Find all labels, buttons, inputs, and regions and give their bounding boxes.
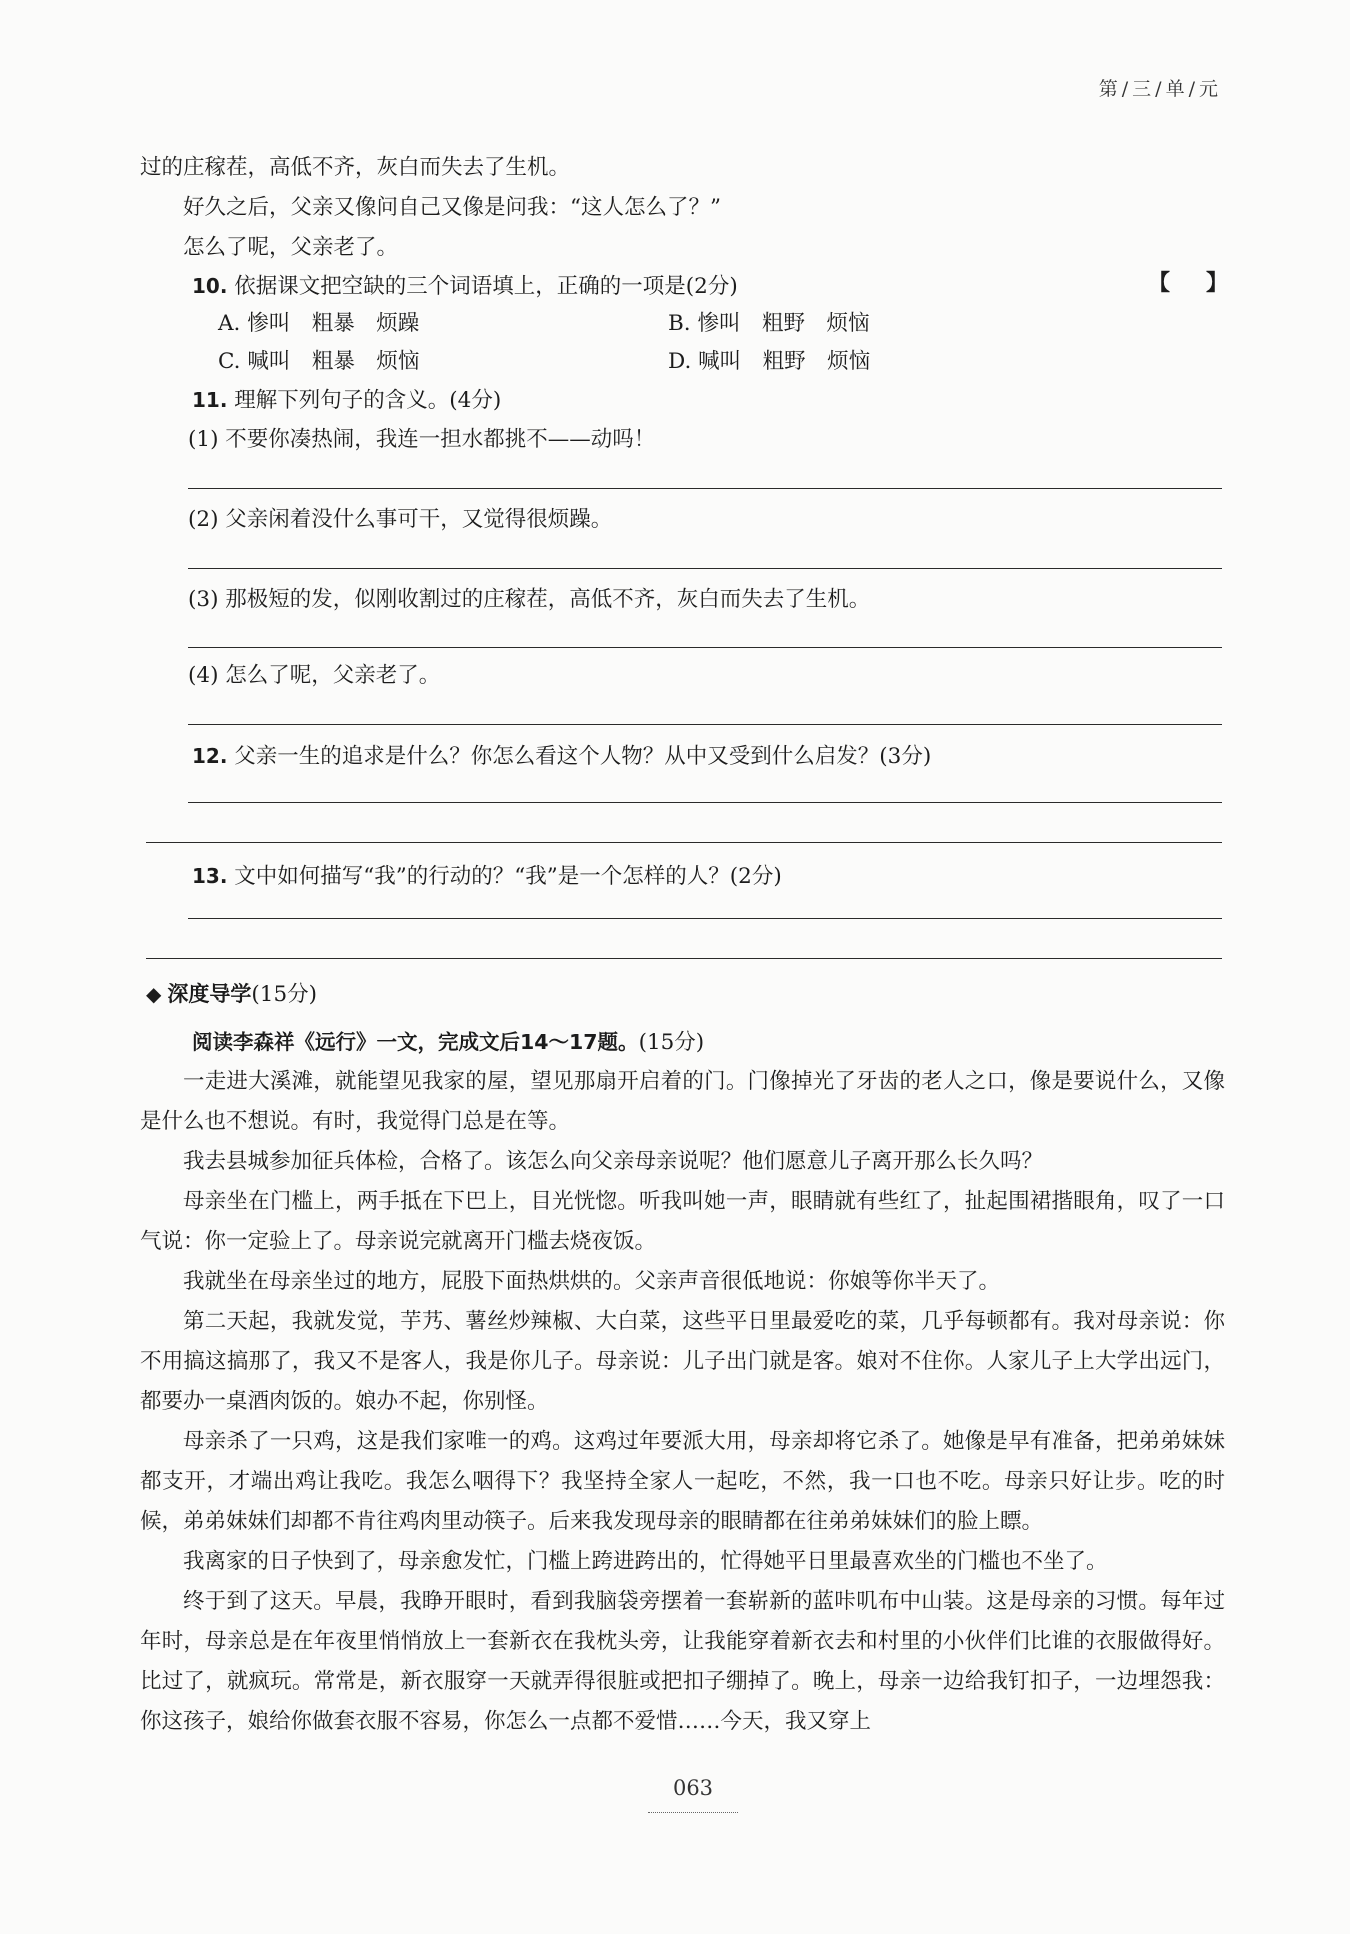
answer-line[interactable]: [188, 647, 1222, 648]
answer-bracket[interactable]: 【】: [1148, 270, 1265, 296]
diamond-icon: ◆: [146, 982, 162, 1006]
sub-question-2: (2) 父亲闲着没什么事可干，又觉得很烦躁。: [188, 507, 613, 532]
answer-line[interactable]: [188, 488, 1222, 489]
question-12: [192, 736, 931, 777]
question-number: 12.: [192, 744, 228, 768]
answer-line[interactable]: [188, 568, 1222, 569]
passage-paragraph: 我去县城参加征兵体检，合格了。该怎么向父亲母亲说呢？他们愿意儿子离开那么长久吗？: [183, 1149, 1044, 1174]
question-text: 父亲一生的追求是什么？你怎么看这个人物？从中又受到什么启发？(3分): [234, 744, 932, 769]
question-text: 理解下列句子的含义。(4分): [234, 388, 502, 413]
option-b: B. 惨叫 粗野 烦恼: [668, 311, 870, 336]
reading-instruction: [192, 1022, 704, 1063]
question-11: [192, 380, 501, 421]
passage-paragraph: 我离家的日子快到了，母亲愈发忙，门槛上跨进跨出的，忙得她平日里最喜欢坐的门槛也不坐了。: [183, 1549, 1108, 1574]
question-number: 13.: [192, 864, 228, 888]
text-line: 好久之后，父亲又像问自己又像是问我：“这人怎么了？”: [183, 195, 721, 220]
section-title: 深度导学: [167, 982, 252, 1006]
option-a: A. 惨叫 粗暴 烦躁: [218, 311, 420, 336]
passage-paragraph: 母亲杀了一只鸡，这是我们家唯一的鸡。这鸡过年要派大用，母亲却将它杀了。她像是早有准备，把弟弟妹妹都支开，才端出鸡让我吃。我怎么咽得下？我坚持全家人一起吃，不然，我一口也不吃。母亲只好让步。吃的时候，弟弟妹妹们却都不肯往鸡肉里动筷子。后来我发现母亲的眼睛都在往弟弟妹妹们的脸上瞟。: [140, 1429, 1225, 1534]
question-number: 10.: [192, 274, 228, 298]
section-heading: [146, 974, 317, 1015]
passage-paragraph: 第二天起，我就发觉，芋艿、薯丝炒辣椒、大白菜，这些平日里最爱吃的菜，几乎每顿都有。我对母亲说：你不用搞这搞那了，我又不是客人，我是你儿子。母亲说：儿子出门就是客。娘对不住你。人家儿子上大学出远门，都要办一桌酒肉饭的。娘办不起，你别怪。: [140, 1309, 1225, 1414]
text-line: 怎么了呢，父亲老了。: [183, 235, 399, 260]
answer-line[interactable]: [146, 958, 1222, 959]
answer-line[interactable]: [188, 802, 1222, 803]
page-number-underline: [648, 1812, 738, 1813]
passage-paragraph: 一走进大溪滩，就能望见我家的屋，望见那扇开启着的门。门像掉光了牙齿的老人之口，像是要说什么，又像是什么也不想说。有时，我觉得门总是在等。: [140, 1069, 1225, 1134]
passage-paragraph: 我就坐在母亲坐过的地方，屁股下面热烘烘的。父亲声音很低地说：你娘等你半天了。: [183, 1269, 1001, 1294]
answer-line[interactable]: [188, 724, 1222, 725]
page-number: 063: [672, 1776, 714, 1800]
section-score: (15分): [251, 982, 318, 1007]
question-text: 依据课文把空缺的三个词语填上，正确的一项是(2分): [234, 274, 738, 299]
passage-paragraph: 终于到了这天。早晨，我睁开眼时，看到我脑袋旁摆着一套崭新的蓝咔叽布中山装。这是母亲的习惯。每年过年时，母亲总是在年夜里悄悄放上一套新衣在我枕头旁，让我能穿着新衣去和村里的小伙伴们比谁的衣服做得好。比过了，就疯玩。常常是，新衣服穿一天就弄得很脏或把扣子绷掉了。晚上，母亲一边给我钉扣子，一边埋怨我：你这孩子，娘给你做套衣服不容易，你怎么一点都不爱惜……今天，我又穿上: [140, 1589, 1225, 1734]
question-text: 文中如何描写“我”的行动的？“我”是一个怎样的人？(2分): [234, 864, 782, 889]
answer-line[interactable]: [188, 918, 1222, 919]
passage-paragraph: 母亲坐在门槛上，两手抵在下巴上，目光恍惚。听我叫她一声，眼睛就有些红了，扯起围裙揩眼角，叹了一口气说：你一定验上了。母亲说完就离开门槛去烧夜饭。: [140, 1189, 1225, 1254]
instruction-text: 阅读李森祥《远行》一文，完成文后14～17题。: [192, 1030, 639, 1054]
question-number: 11.: [192, 388, 228, 412]
question-13: [192, 856, 782, 897]
question-10: [192, 266, 738, 307]
text-line: 过的庄稼茬，高低不齐，灰白而失去了生机。: [140, 155, 571, 180]
answer-line[interactable]: [146, 842, 1222, 843]
option-c: C. 喊叫 粗暴 烦恼: [218, 349, 420, 374]
sub-question-4: (4) 怎么了呢，父亲老了。: [188, 663, 441, 688]
sub-question-3: (3) 那极短的发，似刚收割过的庄稼茬，高低不齐，灰白而失去了生机。: [188, 587, 871, 612]
instruction-score: (15分): [638, 1030, 705, 1055]
sub-question-1: (1) 不要你凑热闹，我连一担水都挑不——动吗！: [188, 427, 656, 452]
page-header: 第/三/单/元: [1098, 78, 1222, 100]
option-d: D. 喊叫 粗野 烦恼: [668, 349, 871, 374]
